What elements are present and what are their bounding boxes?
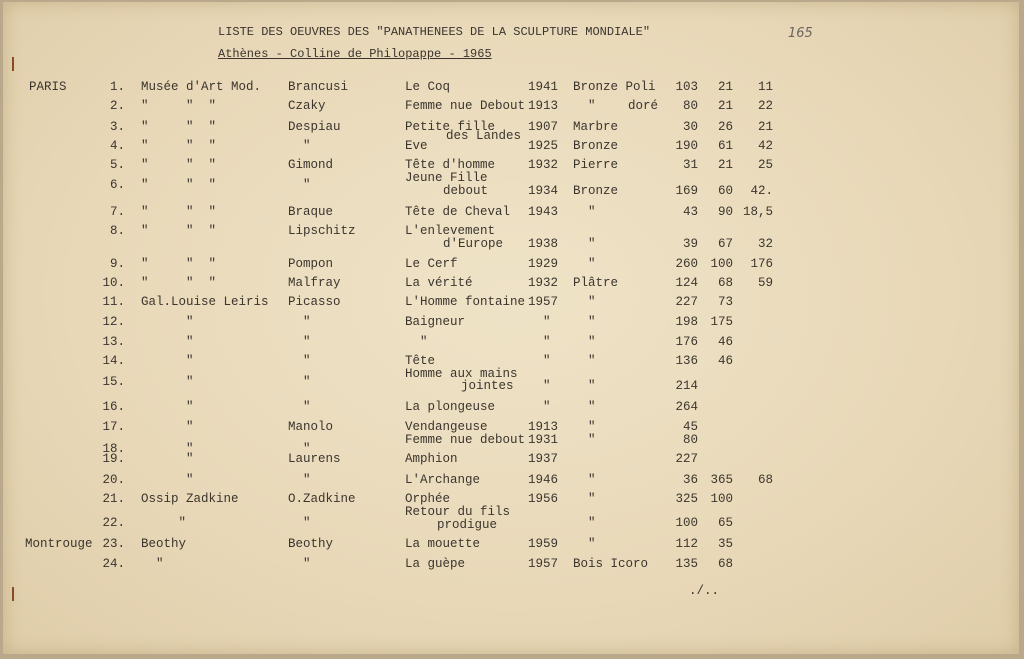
depth-cm: 11 — [757, 80, 773, 94]
material: Pierre — [573, 158, 619, 172]
width-cm: 67 — [717, 237, 733, 251]
work-title: Orphée — [405, 492, 451, 506]
material: Marbre — [573, 120, 619, 134]
work-title: Retour du fils — [405, 505, 511, 519]
item-number: 19. — [102, 452, 125, 466]
item-number: 24. — [102, 557, 125, 571]
artist: Czaky — [288, 99, 326, 113]
work-title: La mouette — [405, 537, 481, 551]
work-title: Tête — [405, 354, 436, 368]
depth-cm: 22 — [757, 99, 773, 113]
material-finish: doré — [628, 99, 659, 113]
item-number: 4. — [109, 139, 125, 153]
collection: " — [141, 442, 194, 456]
height-cm: 214 — [675, 379, 698, 393]
item-number: 10. — [102, 276, 125, 290]
artist: Beothy — [288, 537, 334, 551]
width-cm: 68 — [717, 276, 733, 290]
collection: Musée d'Art Mod. — [141, 80, 262, 94]
work-title-continued: debout — [443, 184, 489, 198]
document-page — [3, 2, 1019, 654]
work-title: Petite fille — [405, 120, 496, 134]
margin-mark — [12, 57, 14, 71]
height-cm: 36 — [682, 473, 698, 487]
work-title: L'enlevement — [405, 224, 496, 238]
year: 1931 — [528, 433, 559, 447]
material: " — [573, 237, 596, 251]
work-title: L'Homme fontaine — [405, 295, 526, 309]
artist: Despiau — [288, 120, 341, 134]
collection: " " " — [141, 205, 217, 219]
collection: " " " — [141, 120, 217, 134]
collection: Beothy — [141, 537, 187, 551]
material: " — [573, 257, 596, 271]
height-cm: 135 — [675, 557, 698, 571]
collection: " — [141, 557, 164, 571]
year: 1957 — [528, 295, 559, 309]
width-cm: 26 — [717, 120, 733, 134]
height-cm: 325 — [675, 492, 698, 506]
item-number: 8. — [109, 224, 125, 238]
material: " — [573, 354, 596, 368]
artist: Brancusi — [288, 80, 349, 94]
depth-cm: 21 — [757, 120, 773, 134]
width-cm: 175 — [710, 315, 733, 329]
item-number: 14. — [102, 354, 125, 368]
artist: " — [288, 178, 311, 192]
document-subtitle: Athènes - Colline de Philopappe - 1965 — [218, 47, 492, 61]
year: " — [528, 400, 551, 414]
artist: " — [288, 442, 311, 456]
year: 1943 — [528, 205, 559, 219]
year: 1934 — [528, 184, 559, 198]
material: " — [573, 379, 596, 393]
height-cm: 31 — [682, 158, 698, 172]
year: 1937 — [528, 452, 559, 466]
handwritten-page-number: 165 — [788, 26, 813, 41]
artist: " — [288, 315, 311, 329]
height-cm: 176 — [675, 335, 698, 349]
item-number: 2. — [109, 99, 125, 113]
height-cm: 264 — [675, 400, 698, 414]
work-title: Homme aux mains — [405, 367, 518, 381]
width-cm: 68 — [717, 557, 733, 571]
height-cm: 45 — [682, 420, 698, 434]
item-number: 15. — [102, 375, 125, 389]
material: " — [573, 492, 596, 506]
artist: " — [288, 473, 311, 487]
collection: " " " — [141, 224, 217, 238]
width-cm: 100 — [710, 492, 733, 506]
depth-cm: 176 — [750, 257, 773, 271]
work-title: Le Cerf — [405, 257, 458, 271]
collection: " — [141, 375, 194, 389]
work-title: La plongeuse — [405, 400, 496, 414]
width-cm: 100 — [710, 257, 733, 271]
height-cm: 260 — [675, 257, 698, 271]
material: " — [573, 420, 596, 434]
document-title: LISTE DES OEUVRES DES "PANATHENEES DE LA SCULPTURE MONDIALE" — [218, 25, 651, 39]
work-title: Le Coq — [405, 80, 451, 94]
item-number: 5. — [109, 158, 125, 172]
depth-cm: 32 — [757, 237, 773, 251]
work-title: L'Archange — [405, 473, 481, 487]
material: " — [573, 433, 596, 447]
material: Bois Icoro — [573, 557, 649, 571]
item-number: 20. — [102, 473, 125, 487]
height-cm: 100 — [675, 516, 698, 530]
work-title: Tête de Cheval — [405, 205, 511, 219]
artist: " — [288, 335, 311, 349]
item-number: 23. — [102, 537, 125, 551]
work-title: Eve — [405, 139, 428, 153]
work-title: Baigneur — [405, 315, 466, 329]
year: 1932 — [528, 276, 559, 290]
material: " — [573, 400, 596, 414]
artist: " — [288, 375, 311, 389]
width-cm: 46 — [717, 335, 733, 349]
height-cm: 124 — [675, 276, 698, 290]
item-number: 13. — [102, 335, 125, 349]
material: " — [573, 295, 596, 309]
place-label: PARIS — [29, 80, 67, 94]
year: 1946 — [528, 473, 559, 487]
item-number: 21. — [102, 492, 125, 506]
depth-cm: 42 — [757, 139, 773, 153]
height-cm: 43 — [682, 205, 698, 219]
artist: Braque — [288, 205, 334, 219]
material: " — [573, 335, 596, 349]
height-cm: 103 — [675, 80, 698, 94]
material: " — [573, 537, 596, 551]
depth-cm: 42. — [750, 184, 773, 198]
work-title: La guèpe — [405, 557, 466, 571]
work-title-continued: d'Europe — [443, 237, 504, 251]
item-number: 9. — [109, 257, 125, 271]
work-title: Amphion — [405, 452, 458, 466]
place-label: Montrouge — [25, 537, 93, 551]
collection: " " " — [141, 178, 217, 192]
year: 1959 — [528, 537, 559, 551]
collection: " — [141, 473, 194, 487]
work-title: Tête d'homme — [405, 158, 496, 172]
material: " — [573, 99, 596, 113]
depth-cm: 68 — [757, 473, 773, 487]
year: 1925 — [528, 139, 559, 153]
item-number: 18. — [102, 442, 125, 456]
item-number: 12. — [102, 315, 125, 329]
item-number: 17. — [102, 420, 125, 434]
height-cm: 198 — [675, 315, 698, 329]
width-cm: 61 — [717, 139, 733, 153]
width-cm: 60 — [717, 184, 733, 198]
height-cm: 112 — [675, 537, 698, 551]
material: Bronze — [573, 139, 619, 153]
artist: Pompon — [288, 257, 334, 271]
artist: " — [288, 516, 311, 530]
work-title-continued: jointes — [461, 379, 514, 393]
material: " — [573, 315, 596, 329]
artist: Picasso — [288, 295, 341, 309]
collection: " " " — [141, 158, 217, 172]
height-cm: 190 — [675, 139, 698, 153]
year: " — [528, 335, 551, 349]
item-number: 16. — [102, 400, 125, 414]
year: " — [528, 379, 551, 393]
work-title: Vendangeuse — [405, 420, 488, 434]
depth-cm: 59 — [757, 276, 773, 290]
width-cm: 46 — [717, 354, 733, 368]
margin-mark — [12, 587, 14, 601]
material: " — [573, 473, 596, 487]
work-title: La vérité — [405, 276, 473, 290]
year: 1913 — [528, 420, 559, 434]
artist: Malfray — [288, 276, 341, 290]
collection: " — [141, 516, 187, 530]
depth-cm: 18,5 — [742, 205, 773, 219]
artist: " — [288, 354, 311, 368]
height-cm: 30 — [682, 120, 698, 134]
artist: O.Zadkine — [288, 492, 356, 506]
year: 1957 — [528, 557, 559, 571]
artist: " — [288, 557, 311, 571]
item-number: 6. — [109, 178, 125, 192]
year: 1913 — [528, 99, 559, 113]
height-cm: 39 — [682, 237, 698, 251]
collection: " — [141, 354, 194, 368]
work-title: " — [405, 335, 428, 349]
work-title-continued: des Landes — [446, 129, 522, 143]
year: 1941 — [528, 80, 559, 94]
year: 1938 — [528, 237, 559, 251]
width-cm: 73 — [717, 295, 733, 309]
collection: Gal.Louise Leiris — [141, 295, 269, 309]
artist: Gimond — [288, 158, 334, 172]
collection: " — [141, 420, 194, 434]
height-cm: 80 — [682, 433, 698, 447]
width-cm: 65 — [717, 516, 733, 530]
depth-cm: 25 — [757, 158, 773, 172]
material: Bronze — [573, 184, 619, 198]
collection: " — [141, 400, 194, 414]
collection: " " " — [141, 257, 217, 271]
width-cm: 21 — [717, 158, 733, 172]
height-cm: 227 — [675, 295, 698, 309]
year: 1907 — [528, 120, 559, 134]
width-cm: 35 — [717, 537, 733, 551]
year: " — [528, 315, 551, 329]
year: 1956 — [528, 492, 559, 506]
height-cm: 80 — [682, 99, 698, 113]
artist: Manolo — [288, 420, 334, 434]
material: " — [573, 205, 596, 219]
item-number: 7. — [109, 205, 125, 219]
collection: " — [141, 315, 194, 329]
item-number: 11. — [102, 295, 125, 309]
collection: " — [141, 335, 194, 349]
material: Plâtre — [573, 276, 619, 290]
year: 1932 — [528, 158, 559, 172]
work-title: Femme nue debout — [405, 433, 526, 447]
height-cm: 227 — [675, 452, 698, 466]
collection: " " " — [141, 139, 217, 153]
width-cm: 365 — [710, 473, 733, 487]
work-title: Femme nue Debout — [405, 99, 526, 113]
item-number: 22. — [102, 516, 125, 530]
collection: " " " — [141, 276, 217, 290]
height-cm: 136 — [675, 354, 698, 368]
artist: " — [288, 400, 311, 414]
width-cm: 21 — [717, 99, 733, 113]
collection: Ossip Zadkine — [141, 492, 239, 506]
artist: Laurens — [288, 452, 341, 466]
artist: " — [288, 139, 311, 153]
item-number: 1. — [109, 80, 125, 94]
collection: " " " — [141, 99, 217, 113]
year: " — [528, 354, 551, 368]
work-title: Jeune Fille — [405, 171, 488, 185]
artist: Lipschitz — [288, 224, 356, 238]
collection: " — [141, 452, 194, 466]
material: " — [573, 516, 596, 530]
material: Bronze Poli — [573, 80, 656, 94]
work-title-continued: prodigue — [437, 518, 498, 532]
height-cm: 169 — [675, 184, 698, 198]
width-cm: 21 — [717, 80, 733, 94]
continued-marker: ./.. — [689, 584, 720, 598]
item-number: 3. — [109, 120, 125, 134]
width-cm: 90 — [717, 205, 733, 219]
year: 1929 — [528, 257, 559, 271]
